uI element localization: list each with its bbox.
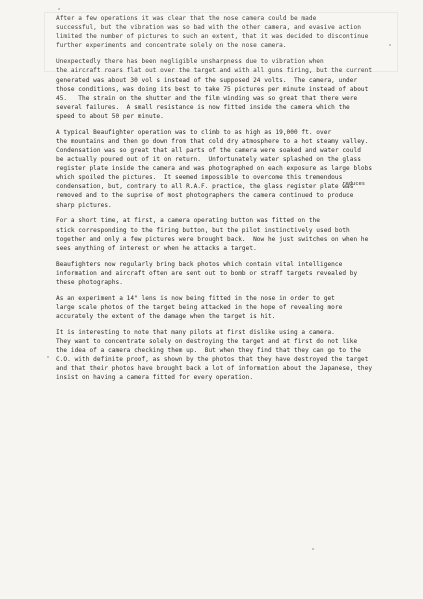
text-line: After a few operations it was clear that the nose camera could be made: [56, 15, 317, 22]
text-line: the idea of a camera checking them up. But when they find that they can go to the: [56, 346, 361, 354]
text-line: It is interesting to note that many pilots at first dislike using a camera.: [56, 328, 335, 336]
text-line: speed to about 50 per minute.: [56, 112, 164, 120]
text-line: limited the number of pictures to such an extent, that it was decided to discontinue: [56, 33, 369, 41]
text-line: large scale photos of the target being attacked in the hope of revealing more: [56, 303, 343, 311]
text-line: Condensation was so great that all parts of the camera were soaked and water could: [56, 147, 361, 155]
text-line: They want to concentrate solely on destroying the target and at first do not like: [56, 337, 358, 345]
text-line: condensation, but, contrary to all R.A.F. practice, the glass register plate was: [56, 183, 354, 191]
scan-speck: [47, 356, 49, 358]
text-line: those conditions, was doing its best to take 75 pictures per minute instead of about: [56, 85, 369, 93]
text-line: C.O. with definite proof, as shown by the photos that they have destroyed the target: [56, 356, 369, 364]
text-line: 45. The strain on the shutter and the film winding was so great that there were: [56, 94, 358, 102]
text-line: removed and to the suprise of most photographers the camera continued to produce: [56, 192, 354, 200]
text-line: information and aircraft often are sent out to bomb or straff targets revealed by: [56, 269, 358, 277]
text-line: several failures. A small resistance is now fitted inside the camera which the: [56, 103, 350, 111]
text-line: accurately the extent of the damage when the target is hit.: [56, 312, 276, 320]
text-line: As an experiment a 14" lens is now being fitted in the nose in order to get: [56, 294, 335, 302]
scan-speck: [58, 8, 60, 10]
paragraph: [34, 294, 401, 321]
text-line: stick corresponding to the firing button, but the pilot instinctively used both: [56, 226, 350, 234]
text-line: the mountains and then go down from that cold dry atmosphere to a hot steamy valley.: [56, 137, 369, 145]
text-line: sharp pictures.: [56, 201, 112, 209]
text-line: which spoiled the pictures. It seemed impossible to overcome this tremendous: [56, 174, 343, 182]
text-line: these photographs.: [56, 278, 123, 286]
tape-mark: [44, 12, 398, 72]
text-line: Beaufighters now regularly bring back photos which contain vital intelligence: [56, 260, 343, 268]
text-line: be actually poured out of it on return. Unfortunately water splashed on the glass: [56, 156, 361, 164]
scan-speck: [312, 548, 314, 550]
text-line: successful, but the vibration was so bad with the other camera, and evasive action: [56, 24, 361, 32]
text-line: generated was about 30 vol s instead of the supposed 24 volts. The camera, under: [56, 76, 358, 84]
paragraph: [34, 128, 401, 210]
text-line: sees anything of interest or when he attacks a target.: [56, 244, 257, 252]
paragraph: [34, 328, 401, 383]
text-line: together and only a few pictures were brought back. Now he just switches on when he: [56, 235, 369, 243]
text-line: register plate inside the camera and was photographed on each exposure as large blobs: [56, 165, 373, 173]
paragraph: [34, 260, 401, 287]
paragraph: [34, 216, 401, 252]
text-line: the aircraft roars flat out over the target and with all guns firing, but the current: [56, 67, 373, 75]
text-line: Unexpectedly there has been negligible unsharpness due to vibration when: [56, 58, 324, 66]
text-line: For a short time, at first, a camera operating button was fitted on the: [56, 217, 321, 225]
text-line: A typical Beaufighter operation was to climb to as high as 19,000 ft. over: [56, 128, 332, 136]
scan-speck: [389, 44, 391, 46]
handwritten-insertion: reduces: [342, 181, 365, 187]
text-line: insist on having a camera fitted for every operation.: [56, 374, 254, 382]
text-line: further experiments and concentrate solely on the nose camera.: [56, 42, 287, 50]
text-line: and that their photos have brought back a lot of information about the Japanese, they: [56, 365, 373, 373]
